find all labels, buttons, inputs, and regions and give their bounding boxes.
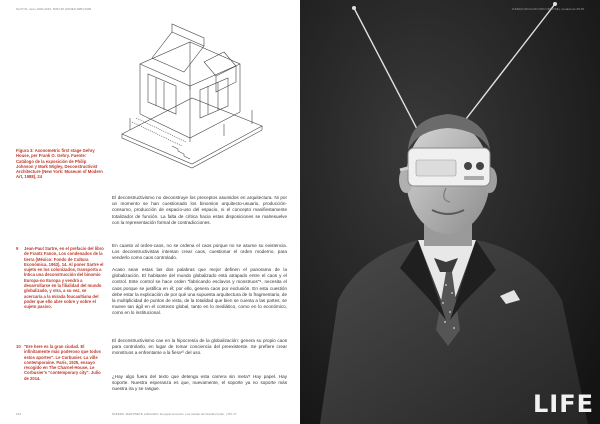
body-paragraph: El deconstructivismo cae en la hipocresía de la globalización: genera su propio caos para controlarlo, en lugar de tomar conciencia del preexistente. Se prefiere crear monstruos a enfrentarse a la fiera¹⁰ del uso. [112, 338, 287, 356]
footnote-text: "Ere here es la gran ciudad. El infinitamente más poderoso que todos estos aportes". Le Corbusier. La ville contemporaine. París, 1925, ensayo recogido en The Charnel-House, Le Corbusier's "contemporary city". Julio de 2014. [24, 344, 102, 381]
footnote-10 [16, 344, 104, 381]
vintage-photo-man-with-tv-glasses [300, 0, 600, 424]
figure-caption: Figura 3: Axonometric first stage Gehry House, per Frank O. Gehry. Fuente: Catálogo de la exposición de Philip Johnson y Mark Wigley, Deconstructivist Architecture (New York: Museum of Modern Art, 1988), 24 [16, 148, 103, 180]
right-page [300, 0, 600, 424]
left-running-head: SLOT.01, deco 2000-2019, ISSN ## HOMEN ISBN 9999 [16, 7, 92, 11]
page-number: 164 [16, 412, 22, 416]
footnote-text: Jean-Paul Sartre, en el prefacio del libro de Frantz Fanon, Los condenados de la tierra (México: Fondo de Cultura Económica, 1963), 14. Al poner Sartre el sujeto en los colonizados, transporta a Íntica una deconstrucción del binomio Europa-no Europa y vendrá a desarrollarse en la filialidad del mundo globalizado, y otra, a su vez, se acercaría a la mirada foucaultiana del poder que ello abre sobre y sobre el sujeto pasivo. [24, 246, 104, 310]
body-paragraph: Acaso sean estas las dos palabras que mejor definen el panorama de la globalización. El habitante del mundo globalizado está atrapado entre el caos y el control. Este control se hace orden "fabricando esclavos y monstruos"⁹, necesita el caos porque se justifica en él; por ello, genera caos por exclusión. En esta cuestión debe estar la explicación de por qué una supuesta arquitectura de lo fragmentario, de la multiplicidad de puntos de vista, de la totalidad que bien se cuenta a las partes, se mueve tan ágil en el contexto global, tanto en lo mediático, como en lo económico, como en lo institucional. [112, 267, 287, 316]
body-paragraph: ¿Hay algo fuera del texto que detenga esta carrera sin meta? Hay papel. Hay soporte. Nuestra esperanza es que, nuevamente, el soporte ya no soporte más nuestra ira y se rasgue. [112, 374, 287, 392]
right-running-head: JUDERA ## DA ## NOM ORMOSE | vesakta do ##.## [511, 7, 584, 11]
footer-center-text: PAPERS. MARTINETE LARGUEO. El papel envuelve. Las aristas del Frankfurt plan. | 157-17 [112, 412, 237, 416]
footnote-9 [16, 246, 104, 310]
body-paragraph: El deconstructivismo no deconstruye los preceptos asumidos en arquitectura. Ni por un momento se han cuestionado los binomios arquitecto-usuario, producción-consumo, producción de espacio-uso del espacio, ni el concepto manifiestamente totalizador de función. La falta de crítica hacia estas disposiciones se malresuelve con la representación formal de contradicciones. [112, 195, 287, 225]
footnote-number: 10 [16, 344, 21, 349]
body-paragraph: En cuanto al orden-caos, no se ordena el caos porque no se asume su existencia. Los deconstructivistas intentan crear caos, cuestionar el orden moderno, para venderlo como caos controlado. [112, 243, 287, 261]
axonometric-house-illustration [112, 14, 272, 176]
footnote-number: 9 [16, 246, 19, 251]
life-watermark: LIFE [532, 390, 594, 418]
